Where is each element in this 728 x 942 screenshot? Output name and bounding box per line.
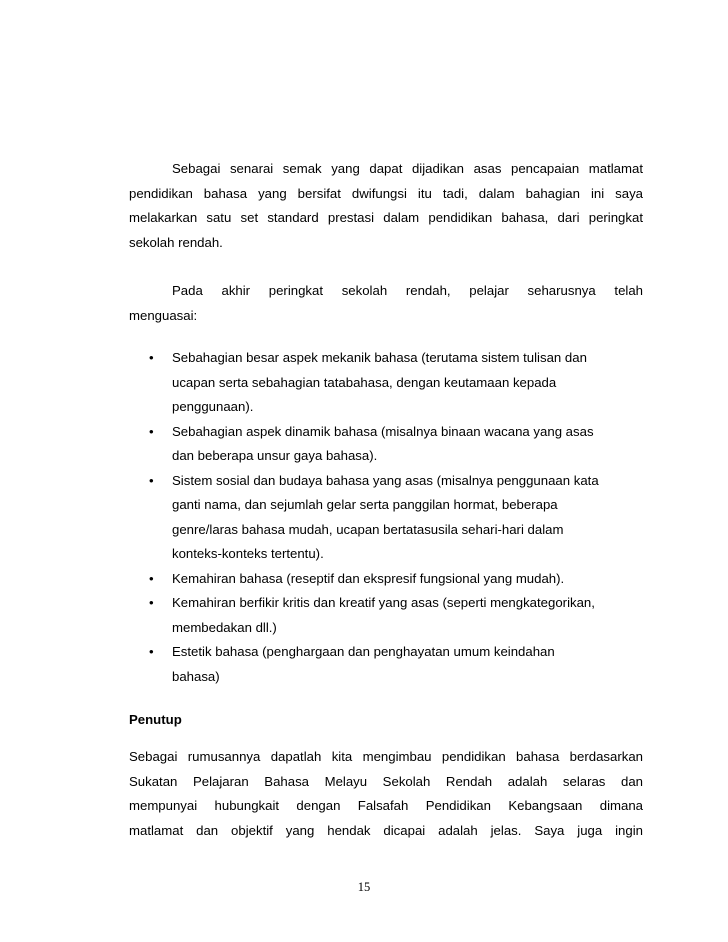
list-item-line: Kemahiran bahasa (reseptif dan ekspresif fungsional yang mudah). bbox=[172, 570, 565, 586]
list-item-line: ganti nama, dan sejumlah gelar serta panggilan hormat, beberapa bbox=[172, 497, 558, 512]
paragraph-line: Sebagai senarai semak yang dapat dijadikan asas pencapaian matlamat bbox=[172, 161, 643, 176]
paragraph-line: sekolah rendah. bbox=[129, 234, 223, 250]
list-item-line: Kemahiran berfikir kritis dan kreatif yang asas (seperti mengkategorikan, bbox=[172, 595, 595, 610]
paragraph-line: melakarkan satu set standard prestasi dalam pendidikan bahasa, dari peringkat bbox=[129, 210, 643, 225]
list-item bbox=[129, 469, 643, 567]
section-heading: Penutup bbox=[129, 712, 182, 727]
list-item-line: konteks-konteks tertentu). bbox=[172, 546, 324, 561]
paragraph-peringkat-rendah bbox=[129, 279, 643, 328]
paragraph-line: Sukatan Pelajaran Bahasa Melayu Sekolah Rendah adalah selaras dan bbox=[129, 773, 643, 789]
list-item-line: Sistem sosial dan budaya bahasa yang asas (misalnya penggunaan kata bbox=[172, 472, 599, 488]
list-item bbox=[129, 567, 643, 592]
list-item-line: membedakan dll.) bbox=[172, 619, 277, 635]
paragraph-line: pendidikan bahasa yang bersifat dwifungsi itu tadi, dalam bahagian ini saya bbox=[129, 185, 643, 201]
bullet-icon: • bbox=[149, 644, 154, 659]
paragraph-standard-prestasi bbox=[129, 157, 643, 255]
list-item-line: Estetik bahasa (penghargaan dan penghayatan umum keindahan bbox=[172, 644, 555, 659]
paragraph-line: matlamat dan objektif yang hendak dicapai adalah jelas. Saya juga ingin bbox=[129, 822, 643, 838]
list-item bbox=[129, 591, 643, 640]
list-item bbox=[129, 346, 643, 420]
list-item-line: dan beberapa unsur gaya bahasa). bbox=[172, 448, 378, 463]
bullet-icon: • bbox=[149, 570, 154, 586]
paragraph-rumusan bbox=[129, 745, 643, 843]
paragraph-line: menguasai: bbox=[129, 307, 198, 323]
list-item-line: Sebahagian besar aspek mekanik bahasa (terutama sistem tulisan dan bbox=[172, 350, 587, 365]
list-item-line: ucapan serta sebahagian tatabahasa, dengan keutamaan kepada bbox=[172, 374, 557, 390]
list-item-line: genre/laras bahasa mudah, ucapan bertatasusila sehari-hari dalam bbox=[172, 521, 564, 537]
list-item-line: penggunaan). bbox=[172, 399, 254, 414]
bullet-icon: • bbox=[149, 423, 154, 439]
list-item-line: Sebahagian aspek dinamik bahasa (misalnya binaan wacana yang asas bbox=[172, 423, 594, 439]
list-item bbox=[129, 640, 643, 689]
list-item bbox=[129, 420, 643, 469]
bullet-icon: • bbox=[149, 350, 154, 365]
bullet-icon: • bbox=[149, 472, 154, 488]
page-number: 15 bbox=[357, 880, 371, 894]
paragraph-line: mempunyai hubungkait dengan Falsafah Pendidikan Kebangsaan dimana bbox=[129, 798, 643, 813]
bullet-list bbox=[129, 346, 643, 689]
paragraph-line: Pada akhir peringkat sekolah rendah, pelajar seharusnya telah bbox=[172, 283, 643, 298]
list-item-line: bahasa) bbox=[172, 668, 220, 684]
bullet-icon: • bbox=[149, 595, 154, 610]
paragraph-line: Sebagai rumusannya dapatlah kita mengimbau pendidikan bahasa berdasarkan bbox=[129, 749, 643, 764]
